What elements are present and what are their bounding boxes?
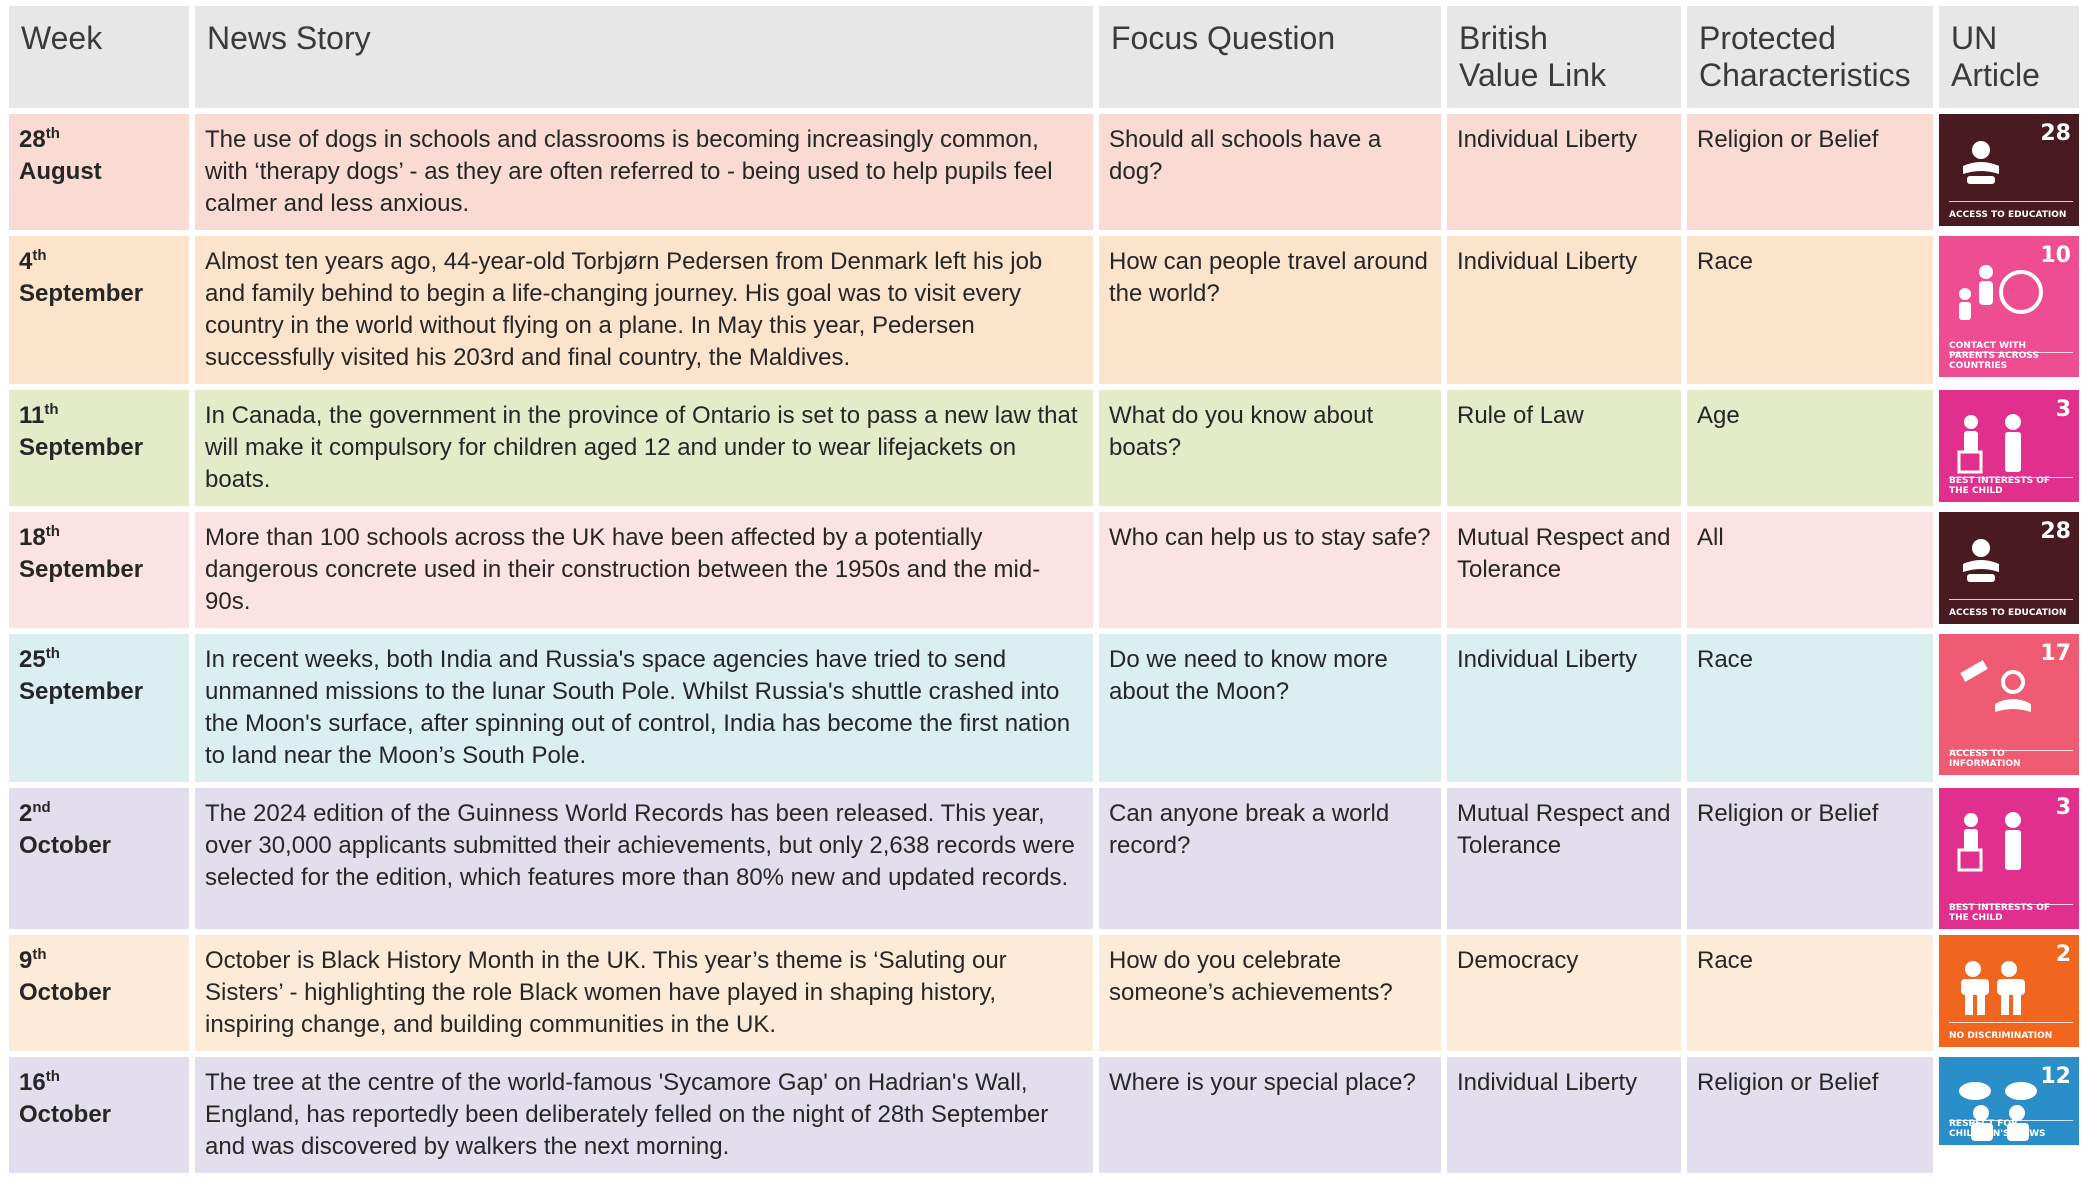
week-day-suffix: th <box>45 1068 60 1085</box>
un-article-cell <box>1939 114 2079 230</box>
header-row <box>9 6 2079 108</box>
news-story-cell: In Canada, the government in the province of Ontario is set to pass a new law that will make it compulsory for children aged 12 and under to wear lifejackets on boats. <box>195 390 1093 506</box>
un-article-badge <box>1939 935 2079 1047</box>
un-article-caption: ACCESS TO INFORMATION <box>1949 749 2021 769</box>
week-day: 16 <box>19 1069 46 1096</box>
un-article-cell <box>1939 236 2079 384</box>
table-row <box>9 390 2079 506</box>
focus-question-cell: Should all schools have a dog? <box>1099 114 1441 230</box>
satellite-reader-icon <box>1951 656 2061 726</box>
un-article-number: 2 <box>2055 942 2071 967</box>
table-row <box>9 935 2079 1051</box>
un-article-cell <box>1939 935 2079 1051</box>
table-row <box>9 788 2079 929</box>
focus-question-cell: Do we need to know more about the Moon? <box>1099 634 1441 782</box>
week-day-suffix: th <box>45 523 60 540</box>
un-article-caption: ACCESS TO EDUCATION <box>1949 608 2067 618</box>
table-row <box>9 236 2079 384</box>
un-article-caption: BEST INTERESTS OF THE CHILD <box>1949 903 2051 923</box>
week-month: October <box>19 979 112 1006</box>
un-article-cell <box>1939 1057 2079 1173</box>
un-article-number: 10 <box>2040 243 2071 268</box>
week-cell <box>9 390 189 506</box>
protected-characteristic-cell: Race <box>1687 236 1933 384</box>
book-reader-icon <box>1951 136 2061 206</box>
protected-characteristic-cell: All <box>1687 512 1933 628</box>
header-un-line2: Article <box>1951 57 2040 93</box>
week-month: October <box>19 832 112 859</box>
week-cell <box>9 935 189 1051</box>
header-british-value-line1: British <box>1459 20 1548 56</box>
week-day-suffix: th <box>45 125 60 142</box>
british-value-cell: Individual Liberty <box>1447 634 1681 782</box>
week-cell <box>9 634 189 782</box>
book-reader-icon <box>1951 534 2061 604</box>
un-article-badge <box>1939 1057 2079 1145</box>
header-protected-line1: Protected <box>1699 20 1836 56</box>
british-value-cell: Mutual Respect and Tolerance <box>1447 512 1681 628</box>
un-article-badge <box>1939 114 2079 226</box>
un-article-caption: RESPECT FOR CHILDREN'S VIEWS <box>1949 1119 2046 1139</box>
week-cell <box>9 788 189 929</box>
table-row <box>9 114 2079 230</box>
protected-characteristic-cell: Religion or Belief <box>1687 114 1933 230</box>
un-article-cell <box>1939 390 2079 506</box>
focus-question-cell: What do you know about boats? <box>1099 390 1441 506</box>
week-day: 9 <box>19 947 33 974</box>
week-day-suffix: th <box>32 247 47 264</box>
un-article-caption: BEST INTERESTS OF THE CHILD <box>1949 476 2051 496</box>
week-day-suffix: th <box>44 401 59 418</box>
week-month: October <box>19 1101 112 1128</box>
header-news-story: News Story <box>195 6 1093 108</box>
un-article-cell <box>1939 634 2079 782</box>
un-article-number: 3 <box>2055 795 2071 820</box>
table-row <box>9 1057 2079 1173</box>
un-article-badge <box>1939 634 2079 775</box>
week-cell <box>9 512 189 628</box>
un-article-number: 28 <box>2040 519 2071 544</box>
two-children-icon <box>1951 957 2061 1027</box>
week-day: 11 <box>19 402 45 429</box>
un-article-number: 12 <box>2040 1064 2071 1089</box>
un-article-caption: NO DISCRIMINATION <box>1949 1031 2053 1041</box>
week-month: September <box>19 556 144 583</box>
badge-divider <box>1949 1022 2073 1023</box>
week-month: August <box>19 158 102 185</box>
news-story-cell: In recent weeks, both India and Russia's space agencies have tried to send unmanned missions to the lunar South Pole. Whilst Russia's shuttle crashed into the Moon's surface, after spinning out of control, India has become the first nation to land near the Moon’s South Pole. <box>195 634 1093 782</box>
news-story-cell: October is Black History Month in the UK. This year’s theme is ‘Saluting our Sisters’ - highlighting the role Black women have played in shaping history, inspiring change, and building communities in the UK. <box>195 935 1093 1051</box>
week-day: 2 <box>19 800 33 827</box>
protected-characteristic-cell: Age <box>1687 390 1933 506</box>
week-cell <box>9 236 189 384</box>
badge-divider <box>1949 201 2073 202</box>
news-story-cell: The tree at the centre of the world-famous 'Sycamore Gap' on Hadrian's Wall, England, has reportedly been deliberately felled on the night of 28th September and was discovered by walkers the next morning. <box>195 1057 1093 1173</box>
week-day-suffix: th <box>45 645 60 662</box>
header-protected-characteristics <box>1687 6 1933 108</box>
week-day: 18 <box>19 524 46 551</box>
badge-divider <box>1949 599 2073 600</box>
un-article-badge <box>1939 788 2079 929</box>
news-story-cell: The use of dogs in schools and classrooms is becoming increasingly common, with ‘therapy dogs’ - as they are often referred to - being used to help pupils feel calmer and less anxious. <box>195 114 1093 230</box>
un-article-cell <box>1939 512 2079 628</box>
un-article-number: 17 <box>2040 641 2071 666</box>
protected-characteristic-cell: Religion or Belief <box>1687 1057 1933 1173</box>
british-value-cell: Individual Liberty <box>1447 1057 1681 1173</box>
protected-characteristic-cell: Race <box>1687 634 1933 782</box>
week-month: September <box>19 434 144 461</box>
british-value-cell: Rule of Law <box>1447 390 1681 506</box>
focus-question-cell: Where is your special place? <box>1099 1057 1441 1173</box>
header-un-article <box>1939 6 2079 108</box>
week-day: 4 <box>19 248 33 275</box>
un-article-caption: CONTACT WITH PARENTS ACROSS COUNTRIES <box>1949 341 2039 371</box>
adult-child-icon <box>1951 412 2061 482</box>
british-value-cell: Democracy <box>1447 935 1681 1051</box>
un-article-number: 3 <box>2055 397 2071 422</box>
table-row <box>9 512 2079 628</box>
header-british-value <box>1447 6 1681 108</box>
week-cell <box>9 114 189 230</box>
week-day: 28 <box>19 126 46 153</box>
un-article-caption: ACCESS TO EDUCATION <box>1949 210 2067 220</box>
focus-question-cell: Can anyone break a world record? <box>1099 788 1441 929</box>
un-article-badge <box>1939 390 2079 502</box>
week-month: September <box>19 280 144 307</box>
family-globe-icon <box>1951 258 2061 328</box>
header-focus-question: Focus Question <box>1099 6 1441 108</box>
week-day-suffix: th <box>32 946 47 963</box>
news-story-cell: More than 100 schools across the UK have been affected by a potentially dangerous concrete used in their construction between the 1950s and the mid-90s. <box>195 512 1093 628</box>
focus-question-cell: How can people travel around the world? <box>1099 236 1441 384</box>
week-day-suffix: nd <box>32 799 51 816</box>
un-article-number: 28 <box>2040 121 2071 146</box>
header-british-value-line2: Value Link <box>1459 57 1607 93</box>
un-article-badge <box>1939 512 2079 624</box>
news-story-cell: Almost ten years ago, 44-year-old Torbjørn Pedersen from Denmark left his job and family behind to begin a life-changing journey. His goal was to visit every country in the world without flying on a plane. In May this year, Pedersen successfully visited his 203rd and final country, the Maldives. <box>195 236 1093 384</box>
news-story-cell: The 2024 edition of the Guinness World Records has been released. This year, over 30,000 applicants submitted their achievements, but only 2,638 records were selected for the edition, which features more than 80% new and updated records. <box>195 788 1093 929</box>
protected-characteristic-cell: Race <box>1687 935 1933 1051</box>
british-value-cell: Individual Liberty <box>1447 114 1681 230</box>
week-cell <box>9 1057 189 1173</box>
protected-characteristic-cell: Religion or Belief <box>1687 788 1933 929</box>
british-value-cell: Mutual Respect and Tolerance <box>1447 788 1681 929</box>
table-row <box>9 634 2079 782</box>
focus-question-cell: How do you celebrate someone’s achievements? <box>1099 935 1441 1051</box>
header-un-line1: UN <box>1951 20 1998 56</box>
header-week: Week <box>9 6 189 108</box>
week-day: 25 <box>19 646 46 673</box>
header-protected-line2: Characteristics <box>1699 57 1911 93</box>
un-article-badge <box>1939 236 2079 377</box>
news-schedule-table <box>3 0 2085 1179</box>
adult-child-icon <box>1951 810 2061 880</box>
british-value-cell: Individual Liberty <box>1447 236 1681 384</box>
week-month: September <box>19 678 144 705</box>
focus-question-cell: Who can help us to stay safe? <box>1099 512 1441 628</box>
un-article-cell <box>1939 788 2079 929</box>
